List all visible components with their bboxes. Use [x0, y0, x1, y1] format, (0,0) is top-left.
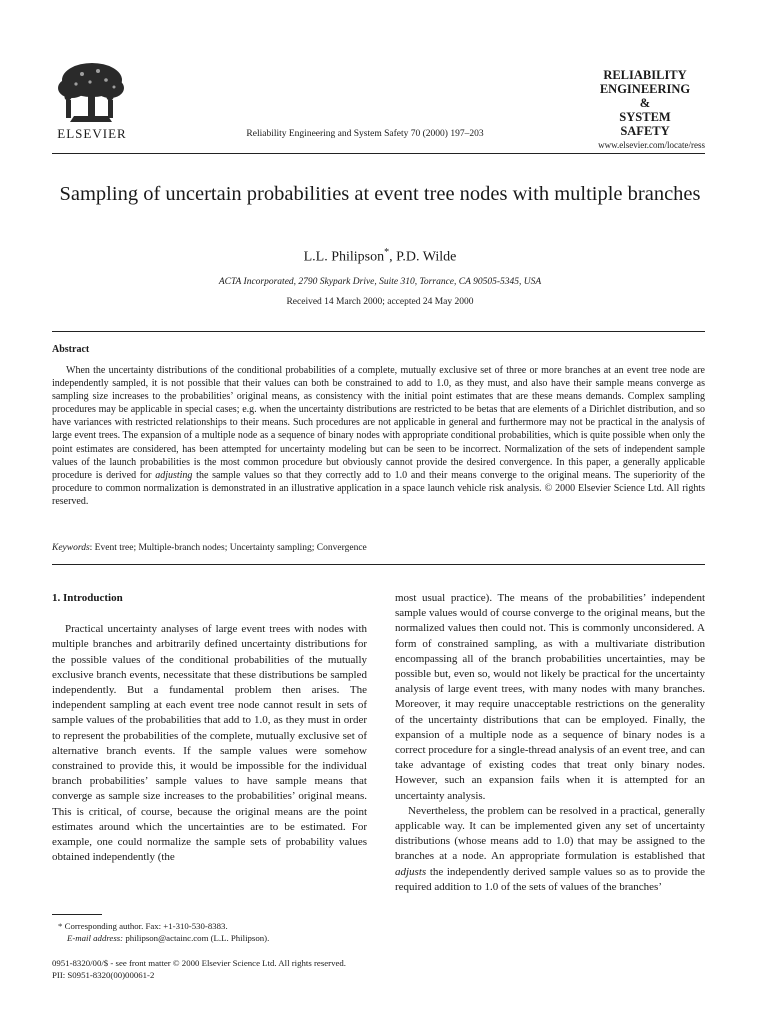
journal-logo-line: ENGINEERING: [599, 82, 691, 96]
body-text-part: Nevertheless, the problem can be resolved in a practical, generally applicable way. It can be implemented given any set of uncertainty distributions (whose means add to 1.0) that may be assigned to the branches at a node. An appropriate formulation is established that: [395, 804, 705, 863]
journal-logo-line: SYSTEM: [619, 110, 671, 124]
journal-logo-line: RELIABILITY: [603, 68, 687, 82]
pii-line: PII: S0951-8320(00)00061-2: [52, 970, 155, 980]
body-column-right: [395, 591, 705, 895]
journal-logo-line: SAFETY: [620, 124, 670, 138]
author-name: L.L. Philipson: [303, 249, 385, 265]
email-label: E-mail address:: [67, 933, 124, 943]
header-divider: [52, 153, 705, 154]
email-address[interactable]: philipson@actainc.com (L.L. Philipson).: [123, 933, 270, 943]
abstract-emphasis: adjusting: [155, 469, 193, 481]
copyright-line: 0951-8320/00/$ - see front matter © 2000 Elsevier Science Ltd. All rights reserved.: [52, 958, 346, 968]
author-list: [55, 247, 705, 266]
body-emphasis: adjusts: [395, 865, 427, 878]
author-affiliation: ACTA Incorporated, 2790 Skypark Drive, Suite 310, Torrance, CA 90505-5345, USA: [218, 277, 542, 287]
footnote-corresponding-author: * Corresponding author. Fax: +1-310-530-8383.: [58, 921, 228, 931]
body-paragraph: Practical uncertainty analyses of large event trees with nodes with multiple branches and arbitrarily defined uncertainty distributions for the possible values of the conditional probabilities of the mutually exclusive branch events, necessitate that these distributions be sampled independently. But a fundamental problem then arises. The independent sampling at each event tree node cannot result in sets of sample values of the probabilities that add to 1.0, as they must in order to represent the probabilities of the complete, mutually exclusive set of alternative branch events. If the sample values were somehow constrained to provide this, it would be impossible for the individual branch probabilities’ sample values to have sample means that converge as sample size increases to the probabilities’ original means. This is critical, of course, because the original means are the point estimates around which the uncertainties are to be estimated. For example, one could normalize the sample sets of probability values obtained independently (the: [52, 623, 367, 864]
received-dates: Received 14 March 2000; accepted 24 May 2000: [286, 297, 474, 307]
body-paragraph: most usual practice). The means of the probabilities’ independent sample values would of course converge to the original means, but the normalized values then could not. This is commonly unconsidered. A form of constrained sampling, as with a multivariate distribution encompassing all of the branch probabilities uncertainties, may be possible but, even so, would not likely be practical for the uncertainty analysis of large event trees, with many nodes with many branches. Moreover, it may require unacceptable restrictions on the generality of the uncertainty distributions that can be employed. Finally, the expansion of a multiple node as a sequence of binary nodes is a correct procedure for a single-thread analysis of an event tree, and can take advantage of existing codes that treat only binary nodes. However, such an expansion fails when it is attempted for an uncertainty analysis.: [395, 592, 705, 802]
abstract-heading: Abstract: [52, 344, 90, 355]
body-text-part: the independently derived sample values so as to provide the required addition to 1.0 of the sets of values of the branches’: [395, 865, 705, 893]
elsevier-tree-logo: [52, 60, 130, 126]
article-title: Sampling of uncertain probabilities at event tree nodes with multiple branches: [59, 183, 701, 205]
keywords-label: Keywords: [52, 543, 90, 553]
page-footer: [52, 957, 552, 981]
keywords-list: : Event tree; Multiple-branch nodes; Uncertainty sampling; Convergence: [89, 543, 367, 553]
journal-citation: Reliability Engineering and System Safety 70 (2000) 197–203: [246, 129, 484, 139]
body-paragraph: [395, 804, 705, 895]
author-name: P.D. Wilde: [396, 249, 457, 265]
footnote-divider: [52, 914, 102, 915]
corresponding-author-mark: *: [384, 247, 390, 258]
section-heading: 1. Introduction: [52, 592, 123, 604]
abstract-text-part: the sample values so that they correctly add to 1.0 and their means converge to the original means. The superiority of the procedure to common normalization is demonstrated in an illustrative application in a space launch vehicle risk analysis. © 2000 Elsevier Science Ltd. All rights reserved.: [52, 469, 705, 507]
footnote-email: [58, 932, 358, 944]
author-separator: ,: [389, 249, 397, 265]
publisher-name: ELSEVIER: [57, 126, 127, 141]
body-column-left: [52, 591, 367, 865]
footnote: [58, 920, 358, 944]
title-divider: [52, 331, 705, 332]
journal-url[interactable]: www.elsevier.com/locate/ress: [598, 140, 705, 150]
abstract-text: [52, 364, 705, 508]
keywords: [52, 543, 705, 553]
journal-logo-line: &: [639, 96, 651, 110]
abstract-text-part: When the uncertainty distributions of the conditional probabilities of a complete, mutually exclusive set of three or more branches at an event tree node are independently sampled, it is not possible that their values can both be constrained to add to 1.0, as they must, and also have their sample means converge as sampling size increases to the probabilities’ original means, as consistency with the initial point estimates that are these means demands. Complex sampling procedures may be applicable in special cases; e.g. when the uncertainty distributions are restricted to be betas that are elements of a Dirichlet distribution, and so have variances with restricted relationships to their means. Such procedures are not applicable in general and furthermore may not be practical in the analysis of large event trees. The expansion of a multiple node as a sequence of binary nodes with appropriate conditional probabilities, which is quite possible when only the point estimates are considered, has been attempted for uncertainty modeling but can be seen to be incorrect. Normalization of the sets of independent sample values of the launch probabilities is the most common procedure but obviously cannot provide the desired convergence. In this paper, a generally applicable procedure is derived for: [52, 365, 705, 481]
abstract-divider: [52, 564, 705, 565]
journal-logo: [585, 68, 705, 138]
